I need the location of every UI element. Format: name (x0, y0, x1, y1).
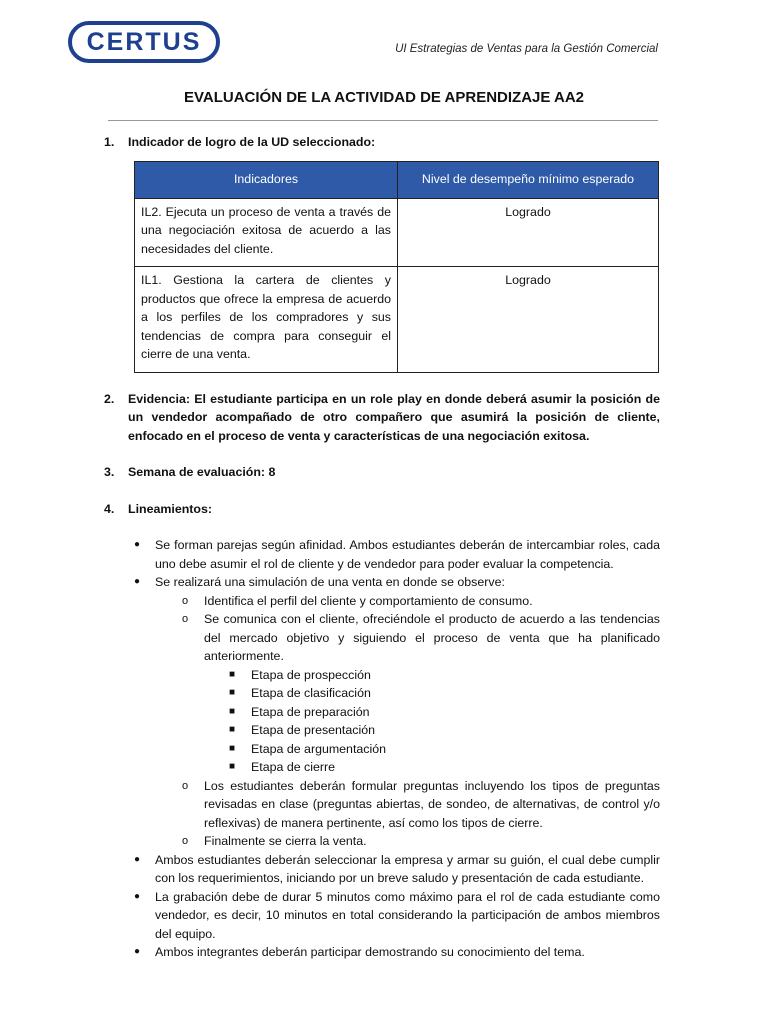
evaluation-week: Semana de evaluación: 8 (128, 465, 276, 479)
stage-item: ■ Etapa de preparación (229, 703, 660, 722)
level-cell: Logrado (398, 267, 659, 373)
section-number: 2. (104, 391, 115, 406)
course-title: UI Estrategias de Ventas para la Gestión Comercial (395, 43, 658, 55)
section-number: 1. (104, 135, 115, 149)
sub-list-item: o Los estudiantes deberán formular preguntas incluyendo los tipos de preguntas revisadas en clase (preguntas abiertas, de sondeo, de alternativas, de control y/o reflexivas) de manera pertinente, así como los tipos de cierre. (182, 777, 660, 833)
sub-list (182, 592, 660, 851)
indicators-table (134, 161, 659, 373)
list-item: ● La grabación debe de durar 5 minutos como máximo para el rol de cada estudiante como vendedor, es decir, 10 minutos en total considerando la participación de ambos miembros del equipo. (134, 888, 660, 944)
document-title: EVALUACIÓN DE LA ACTIVIDAD DE APRENDIZAJE AA2 (183, 89, 585, 106)
certus-logo (68, 21, 220, 63)
sub-list-item-text: Se comunica con el cliente, ofreciéndole el producto de acuerdo a las tendencias del mercado objetivo y siguiendo el proceso de venta que ha planificado anteriormente. (204, 612, 660, 663)
list-item-text: Se realizará una simulación de una venta en donde se observe: (155, 575, 505, 589)
section-1 (104, 133, 660, 152)
table-header-row (135, 161, 659, 198)
sub-list-item: o Identifica el perfil del cliente y comportamiento de consumo. (182, 592, 660, 611)
stages-list (229, 666, 660, 777)
table-row (135, 267, 659, 373)
section-3 (104, 463, 660, 482)
document-body (104, 133, 660, 962)
stage-item: ■ Etapa de argumentación (229, 740, 660, 759)
indicator-cell: IL1. Gestiona la cartera de clientes y productos que ofrece la empresa de acuerdo a los perfiles de los compradores y sus tendencias de compra para conseguir el cierre de una venta. (135, 267, 398, 373)
section-title: Indicador de logro de la UD seleccionado: (128, 135, 376, 149)
table-row (135, 198, 659, 267)
list-item: ● Ambos integrantes deberán participar demostrando su conocimiento del tema. (134, 943, 660, 962)
section-body (128, 390, 660, 446)
sub-list-item: o Finalmente se cierra la venta. (182, 832, 660, 851)
stage-item: ■ Etapa de clasificación (229, 684, 660, 703)
guidelines-list (134, 536, 660, 962)
evidence-text: El estudiante participa en un role play en donde deberá asumir la posición de un vendedor acompañado de otro compañero que asumirá la posición de cliente, enfocado en el proceso de venta y características de una negociación exitosa. (128, 391, 660, 443)
section-title: Lineamientos: (128, 501, 212, 516)
list-item: ● Se forman parejas según afinidad. Ambos estudiantes deberán de intercambiar roles, cada uno debe asumir el rol de cliente y de vendedor para poder evaluar la competencia. (134, 536, 660, 573)
level-cell: Logrado (398, 198, 659, 267)
logo-text: CERTUS (86, 27, 202, 56)
stage-item: ■ Etapa de prospección (229, 666, 660, 685)
section-4 (104, 500, 660, 519)
stage-item: ■ Etapa de cierre (229, 758, 660, 777)
section-2 (104, 390, 660, 446)
indicator-cell: IL2. Ejecuta un proceso de venta a través de una negociación exitosa de acuerdo a las necesidades del cliente. (135, 198, 398, 267)
table-header-indicators: Indicadores (135, 161, 398, 198)
sub-list-item (182, 610, 660, 777)
table-header-level: Nivel de desempeño mínimo esperado (398, 161, 659, 198)
stage-item: ■ Etapa de presentación (229, 721, 660, 740)
evidence-label: Evidencia: (128, 391, 190, 406)
title-divider (108, 120, 658, 121)
section-number: 3. (104, 465, 115, 479)
list-item: ● Ambos estudiantes deberán seleccionar la empresa y armar su guión, el cual debe cumplir con los requerimientos, iniciando por un breve saludo y presentación de cada estudiante. (134, 851, 660, 888)
list-item (134, 573, 660, 851)
section-number: 4. (104, 501, 115, 516)
